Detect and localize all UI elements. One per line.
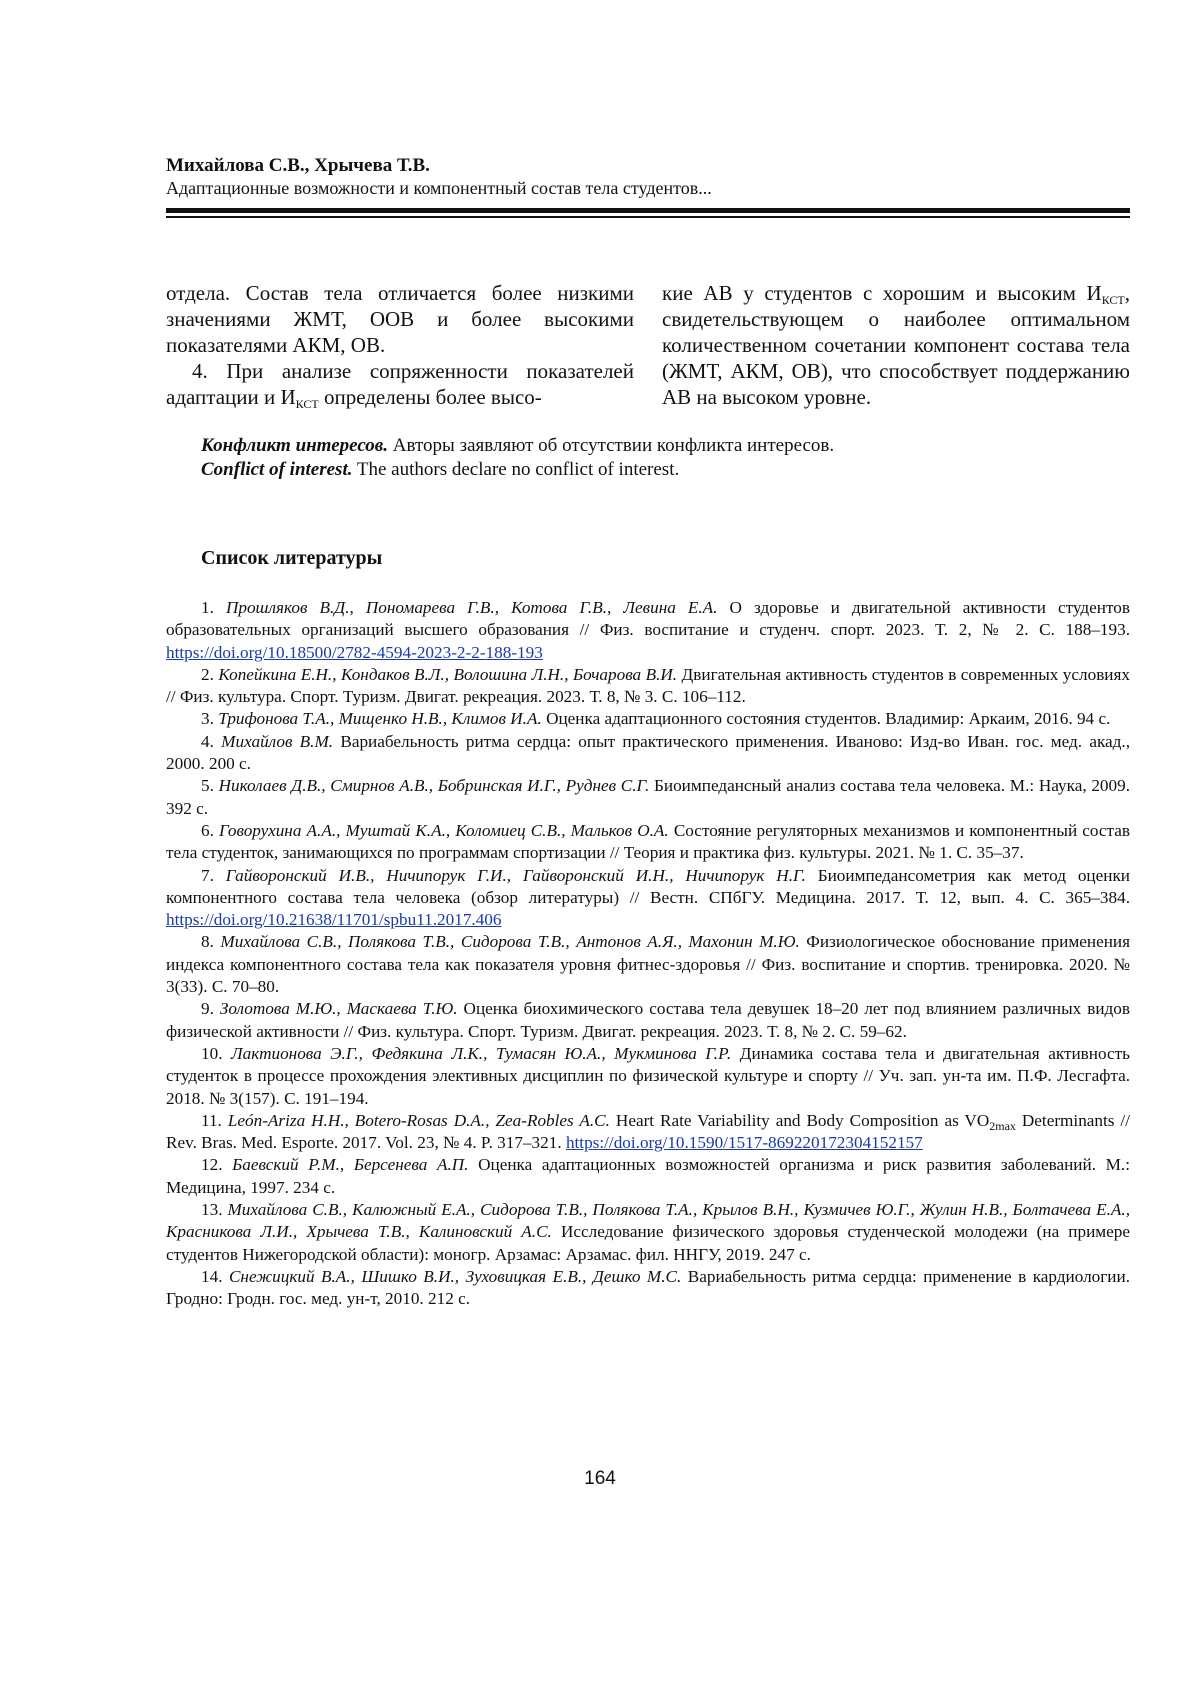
reference-text: Состояние регуляторных механизмов и компонентный состав тела студенток, занимающихся по программам спортизации // Теория и практика физ. культуры. 2021. № 1. С. 35–37.: [166, 820, 1130, 863]
reference-authors: Баевский Р.М., Берсенева А.П.: [232, 1155, 469, 1175]
reference-item: [166, 820, 1130, 865]
right-paragraph-1: [662, 280, 1130, 410]
reference-text: Исследование физического здоровья студенческой молодежи (на примере студентов Нижегородской области): моногр. Арзамас: Арзамас. фил. ННГУ, 2019. 247 с.: [166, 1222, 1130, 1264]
reference-authors: Золотова М.Ю., Маскаева Т.Ю.: [219, 999, 458, 1019]
reference-number: 13.: [201, 1200, 223, 1220]
reference-number: 10.: [201, 1043, 223, 1063]
left-p2-start: 4. При анализе сопряженности показателей адаптации и И: [166, 359, 634, 409]
reference-number: 2.: [201, 664, 214, 684]
reference-item: [166, 865, 1130, 932]
reference-item: [166, 708, 1130, 730]
reference-number: 9.: [201, 999, 214, 1019]
reference-authors: Снежицкий В.А., Шишко В.И., Зуховицкая Е.В., Дешко М.С.: [228, 1266, 682, 1286]
left-column: [166, 280, 634, 410]
reference-item: [166, 1154, 1130, 1199]
reference-authors: León-Ariza H.H., Botero-Rosas D.A., Zea-Robles A.C.: [227, 1110, 610, 1130]
header-subtitle: Адаптационные возможности и компонентный состав тела студентов...: [166, 178, 712, 198]
reference-authors: Копейкина Е.Н., Кондаков В.Л., Волошина Л.Н., Бочарова В.И.: [218, 664, 678, 684]
page-number: 164: [584, 1468, 616, 1489]
conflict-ru-text: Авторы заявляют об отсутствии конфликта интересов.: [388, 435, 835, 456]
reference-item: [166, 1110, 1130, 1155]
reference-text-pre: Heart Rate Variability and Body Composition as VO: [609, 1110, 990, 1130]
reference-item: [166, 775, 1130, 820]
left-p2-subscript: КСТ: [295, 397, 319, 411]
reference-number: 4.: [201, 731, 214, 751]
reference-item: [166, 998, 1130, 1043]
reference-authors: Михайлова С.В., Калюжный Е.А., Сидорова Т.В., Полякова Т.А., Крылов В.Н., Кузмичев Ю.Г., Жулин Н.В., Болтачева Е.А., Красникова Л.И., Хрычева Т.В., Калиновский А.С.: [166, 1200, 1130, 1242]
header-authors: Михайлова С.В., Хрычева Т.В.: [166, 155, 430, 176]
reference-authors: Михайлов В.М.: [221, 731, 334, 751]
header-rule-thick: [166, 208, 1130, 213]
reference-text: Двигательная активность студентов в современных условиях // Физ. культура. Спорт. Туризм. Двигат. рекреация. 2023. Т. 8, № 3. С. 106–112.: [166, 664, 1131, 707]
reference-text: Оценка адаптационного состояния студентов. Владимир: Аркаим, 2016. 94 с.: [541, 709, 1111, 729]
reference-list: [166, 597, 1130, 1311]
reference-item: [166, 731, 1130, 776]
conflict-en-label: Conflict of interest.: [201, 459, 353, 480]
left-p2-end: определены более высо-: [318, 385, 542, 409]
reference-text: О здоровье и двигательной активности студентов образовательных организаций высшего образования // Физ. воспитание и студенч. спорт. 2023. Т. 2, № 2. С. 188–193.: [166, 598, 1130, 640]
reference-text: Оценка биохимического состава тела девушек 18–20 лет под влиянием различных видов физической активности // Физ. культура. Спорт. Туризм. Двигат. рекреация. 2023. Т. 8, № 2. С. 59–62.: [166, 999, 1131, 1041]
reference-item: [166, 597, 1130, 664]
reference-text: Determinants // Rev. Bras. Med. Esporte. 2017. Vol. 23, № 4. P. 317–321.: [166, 1110, 1130, 1153]
conflict-ru: [201, 434, 1130, 458]
reference-authors: Прошляков В.Д., Пономарева Г.В., Котова Г.В., Левина Е.А.: [225, 598, 718, 617]
right-column: [662, 280, 1130, 410]
reference-text: Вариабельность ритма сердца: опыт практического применения. Иваново: Изд-во Иван. гос. мед. акад., 2000. 200 с.: [166, 731, 1131, 774]
left-paragraph-1: отдела. Состав тела отличается более низкими значениями ЖМТ, ООВ и более высокими показателями АКМ, ОВ.: [166, 281, 634, 357]
header-rule-thin: [166, 216, 1130, 218]
conflict-en: [201, 458, 1130, 482]
reference-authors: Говорухина А.А., Муштай К.А., Коломиец С.В., Мальков О.А.: [219, 820, 669, 840]
right-p1-end: , свидетельствующем о наиболее оптимальном количественном сочетании компонент состава тела (ЖМТ, АКМ, ОВ), что способствует поддержанию АВ на высоком уровне.: [662, 281, 1130, 409]
reference-item: [166, 1199, 1130, 1266]
right-p1-subscript: КСТ: [1101, 293, 1125, 307]
reference-authors: Лактионова Э.Г., Федякина Л.К., Тумасян Ю.А., Мукминова Г.Р.: [231, 1043, 732, 1063]
reference-subscript: 2max: [989, 1118, 1016, 1133]
reference-doi-link[interactable]: https://doi.org/10.21638/11701/spbu11.2017.406: [166, 910, 502, 930]
conflict-ru-label: Конфликт интересов.: [201, 435, 389, 456]
reference-authors: Николаев Д.В., Смирнов А.В., Бобринская И.Г., Руднев С.Г.: [218, 776, 650, 796]
left-paragraph-2: [166, 358, 634, 410]
reference-number: 7.: [201, 865, 214, 885]
running-header: [166, 154, 1130, 199]
reference-item: [166, 931, 1130, 998]
reference-number: 6.: [201, 820, 214, 840]
reference-item: [166, 664, 1130, 709]
reference-authors: Михайлова С.В., Полякова Т.В., Сидорова Т.В., Антонов А.Я., Махонин М.Ю.: [220, 932, 800, 952]
right-p1-start: кие АВ у студентов с хорошим и высоким И: [662, 281, 1102, 305]
reference-doi-link[interactable]: https://doi.org/10.1590/1517-869220172304152157: [565, 1133, 923, 1153]
reference-authors: Гайворонский И.В., Ничипорук Г.И., Гайворонский И.Н., Ничипорук Н.Г.: [225, 865, 806, 885]
reference-number: 5.: [201, 776, 214, 796]
reference-number: 1.: [201, 598, 214, 617]
reference-number: 12.: [201, 1155, 223, 1175]
reference-text: Оценка адаптационных возможностей организма и риск развития заболеваний. М.: Медицина, 1997. 234 с.: [166, 1155, 1130, 1197]
reference-number: 8.: [201, 932, 214, 952]
reference-number: 14.: [201, 1266, 223, 1286]
reference-text: Биоимпедансометрия как метод оценки компонентного состава тела человека (обзор литературы) // Вестн. СПбГУ. Медицина. 2017. Т. 12, вып. 4. С. 365–384.: [166, 865, 1131, 907]
conflict-of-interest: [201, 434, 1130, 482]
reference-number: 11.: [201, 1110, 222, 1130]
reference-text: Физиологическое обоснование применения индекса компонентного состава тела как показателя уровня фитнес-здоровья // Физ. воспитание и спортив. тренировка. 2020. № 3(33). С. 70–80.: [166, 932, 1131, 997]
reference-authors: Трифонова Т.А., Мищенко Н.В., Климов И.А.: [218, 709, 542, 729]
reference-item: [166, 1043, 1130, 1110]
reference-item: [166, 1266, 1130, 1311]
reference-text: Биоимпедансный анализ состава тела человека. М.: Наука, 2009. 392 с.: [166, 776, 1131, 818]
references-title: Список литературы: [201, 547, 383, 569]
conflict-en-text: The authors declare no conflict of interest.: [352, 459, 680, 480]
reference-number: 3.: [201, 709, 214, 729]
reference-doi-link[interactable]: https://doi.org/10.18500/2782-4594-2023-2-2-188-193: [166, 642, 543, 662]
reference-text: Вариабельность ритма сердца: применение в кардиологии. Гродно: Гродн. гос. мед. ун-т, 2010. 212 с.: [166, 1266, 1130, 1309]
reference-text: Динамика состава тела и двигательная активность студенток в процессе прохождения элективных дисциплин по физической культуре и спорту // Уч. зап. ун-та им. П.Ф. Лесгафта. 2018. № 3(157). С. 191–194.: [166, 1043, 1131, 1108]
